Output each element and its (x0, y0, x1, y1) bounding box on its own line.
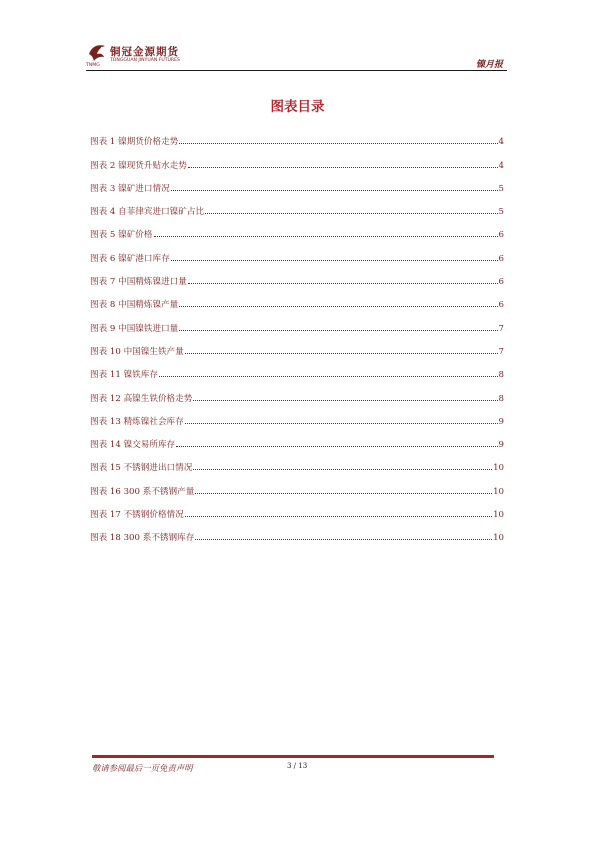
toc-entry-page[interactable]: 6 (498, 253, 504, 264)
toc-entry-page[interactable]: 10 (493, 510, 504, 521)
toc-entry-label[interactable]: 图表 8 中国精炼镍产量 (90, 300, 179, 311)
footer-divider (92, 755, 494, 758)
page-indicator: 3 / 13 (287, 762, 308, 770)
toc-entry-label[interactable]: 图表 9 中国镍铁进口量 (90, 323, 179, 334)
toc-entry[interactable] (90, 240, 504, 263)
disclaimer-note: 敬请参阅最后一页免责声明 (92, 763, 193, 773)
toc-entry-page[interactable]: 6 (498, 277, 504, 288)
toc-entry[interactable] (90, 171, 504, 194)
toc-entry[interactable] (90, 287, 504, 310)
toc-leader-dots (179, 330, 497, 331)
toc-leader-dots (176, 446, 497, 447)
toc-entry-label[interactable]: 图表 15 不锈钢进出口情况 (90, 463, 193, 474)
toc-entry[interactable] (90, 357, 504, 380)
toc-entry-page[interactable]: 4 (498, 137, 504, 148)
report-type-tag: 镍月报 (475, 60, 503, 70)
toc-entry-label[interactable]: 图表 13 精炼镍社会库存 (90, 416, 184, 427)
toc-leader-dots (195, 539, 492, 540)
toc-entry[interactable] (90, 450, 504, 473)
toc-entry-page[interactable]: 5 (498, 183, 504, 194)
company-abbr: TNMG (86, 63, 100, 68)
toc-entry[interactable] (90, 473, 504, 496)
toc-entry-label[interactable]: 图表 2 镍现货升贴水走势 (90, 160, 187, 171)
toc-entry-label[interactable]: 图表 7 中国精炼镍进口量 (90, 277, 187, 288)
toc-entry[interactable] (90, 264, 504, 287)
toc-entry[interactable] (90, 310, 504, 333)
toc-title: 图表目录 (270, 99, 325, 115)
toc-entry-page[interactable]: 5 (498, 207, 504, 218)
toc-entry-label[interactable]: 图表 12 高镍生铁价格走势 (90, 393, 193, 404)
toc-leader-dots (205, 213, 497, 214)
toc-leader-dots (185, 516, 492, 517)
toc-leader-dots (193, 469, 492, 470)
toc-entry-label[interactable]: 图表 6 镍矿港口库存 (90, 253, 170, 264)
toc-entry[interactable] (90, 520, 504, 543)
toc-entry-page[interactable]: 9 (498, 440, 504, 451)
toc-entry[interactable] (90, 497, 504, 520)
toc-entry-page[interactable]: 8 (498, 393, 504, 404)
toc-entry-page[interactable]: 9 (498, 416, 504, 427)
toc-leader-dots (179, 143, 497, 144)
toc-leader-dots (185, 353, 498, 354)
toc-entry-page[interactable]: 4 (498, 160, 504, 171)
toc-entry[interactable] (90, 404, 504, 427)
toc-entry[interactable] (90, 380, 504, 403)
toc-entry-label[interactable]: 图表 4 自菲律宾进口镍矿占比 (90, 207, 205, 218)
toc-entry-label[interactable]: 图表 3 镍矿进口情况 (90, 183, 170, 194)
toc-entry-label[interactable]: 图表 14 镍交易所库存 (90, 440, 176, 451)
toc-entry[interactable] (90, 124, 504, 147)
toc-leader-dots (188, 167, 498, 168)
toc-entry[interactable] (90, 427, 504, 450)
header-divider (86, 70, 507, 71)
toc-entry-page[interactable]: 7 (498, 323, 504, 334)
toc-entry[interactable] (90, 334, 504, 357)
toc-entry-page[interactable]: 6 (498, 230, 504, 241)
toc-leader-dots (185, 423, 498, 424)
toc-entry-label[interactable]: 图表 11 镍铁库存 (90, 370, 158, 381)
toc-entry-page[interactable]: 8 (498, 370, 504, 381)
company-logo-icon (86, 42, 108, 64)
toc-entry-page[interactable]: 10 (493, 463, 504, 474)
company-name-en: TONGGUAN JINYUAN FUTURES (110, 58, 180, 63)
toc-entry[interactable] (90, 194, 504, 217)
toc-list (90, 124, 504, 543)
toc-entry-label[interactable]: 图表 17 不锈钢价格情况 (90, 510, 184, 521)
toc-leader-dots (193, 400, 497, 401)
toc-leader-dots (154, 236, 498, 237)
toc-entry-label[interactable]: 图表 10 中国镍生铁产量 (90, 346, 184, 357)
toc-leader-dots (171, 260, 498, 261)
toc-entry-page[interactable]: 6 (498, 300, 504, 311)
toc-leader-dots (195, 493, 492, 494)
toc-entry-page[interactable]: 10 (493, 486, 504, 497)
company-logo (86, 42, 216, 70)
toc-entry-page[interactable]: 7 (498, 346, 504, 357)
toc-entry[interactable] (90, 217, 504, 240)
toc-entry-label[interactable]: 图表 16 300 系不锈钢产量 (90, 486, 195, 497)
toc-entry[interactable] (90, 147, 504, 170)
toc-entry-page[interactable]: 10 (493, 533, 504, 544)
toc-entry-label[interactable]: 图表 5 镍矿价格 (90, 230, 153, 241)
toc-leader-dots (159, 376, 498, 377)
toc-entry-label[interactable]: 图表 1 镍期货价格走势 (90, 137, 179, 148)
toc-leader-dots (171, 190, 498, 191)
toc-leader-dots (179, 306, 497, 307)
toc-entry-label[interactable]: 图表 18 300 系不锈钢库存 (90, 533, 195, 544)
company-name-cn: 铜冠金源期货 (110, 46, 179, 58)
toc-leader-dots (188, 283, 498, 284)
